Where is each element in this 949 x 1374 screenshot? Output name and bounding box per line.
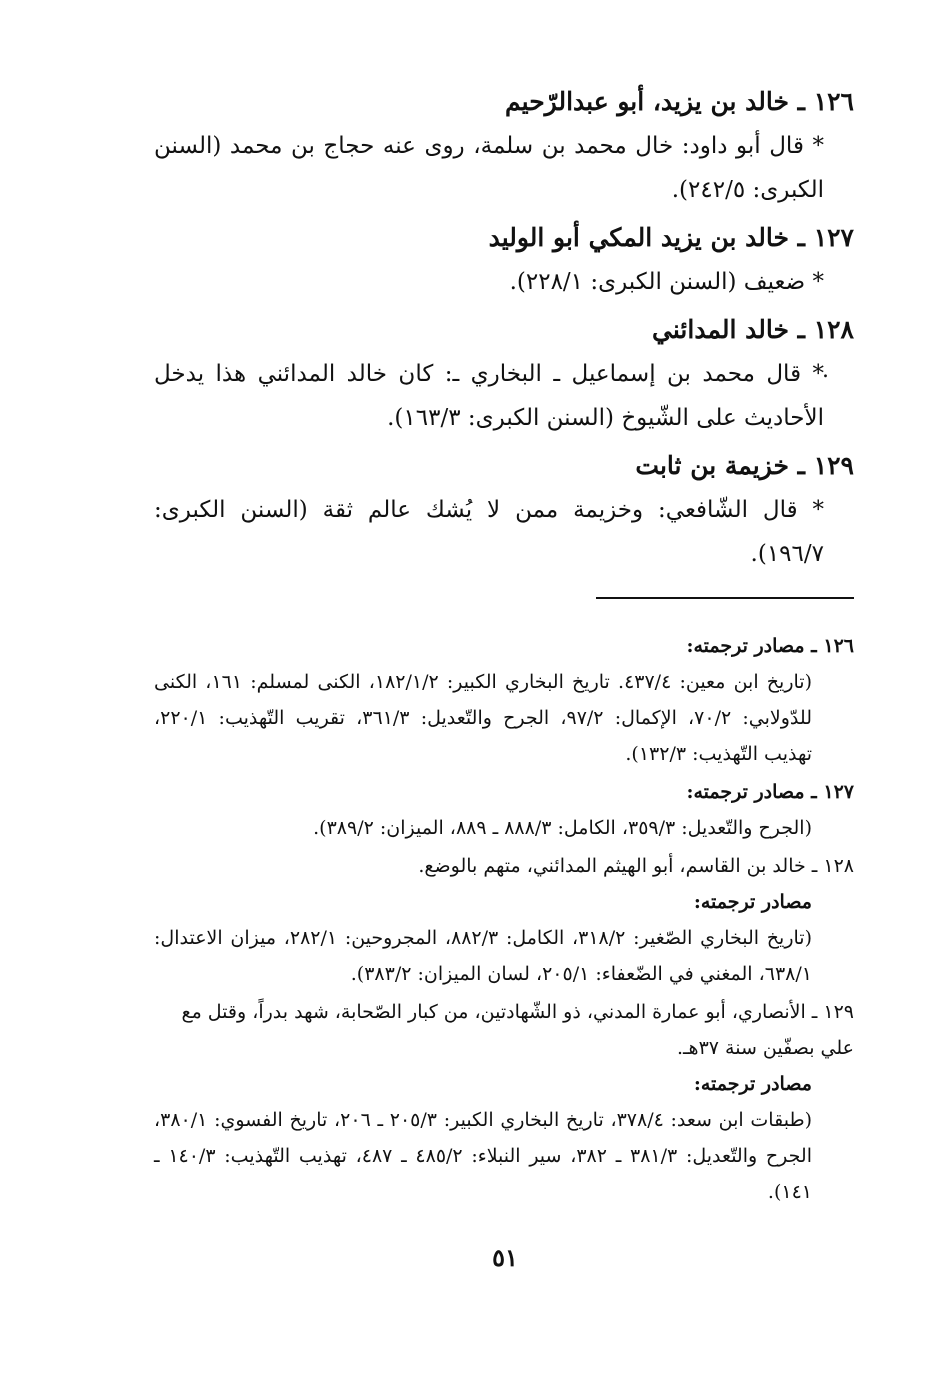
footnote-128 [154, 848, 854, 992]
footnote-head: ١٢٧ ـ مصادر ترجمته: [686, 781, 854, 803]
footnote-127 [154, 774, 854, 846]
stray-mark: . [822, 358, 829, 383]
footnote-body: (الجرح والتّعديل: ٣٥٩/٣، الكامل: ٨٨٨/٣ ـ ٨٨٩، الميزان: ٣٨٩/٢). [313, 817, 812, 839]
entry-126 [154, 80, 854, 212]
footnote-body: (تاريخ ابن معين: ٤٣٧/٤. تاريخ البخاري الكبير: ١٨٢/١/٢، الكنى لمسلم: ١٦١، الكنى للدّولابي: ٧٠/٢، الإكمال: ٩٧/٢، الجرح والتّعديل: ٣٦١/٣، تقريب التّهذيب: ٢٢٠/١، تهذيب التّهذيب: ١٣٢/٣). [154, 671, 812, 765]
biography-entries [154, 80, 854, 580]
entry-title: ١٢٨ ـ خالد المدائني [652, 315, 854, 344]
entry-body: * قال الشّافعي: وخزيمة ممن لا يُشك عالم ثقة (السنن الكبرى: ١٩٦/٧). [154, 497, 824, 567]
footnote-head: ١٢٦ ـ مصادر ترجمته: [686, 635, 854, 657]
entry-127 [154, 216, 854, 304]
entry-body: * قال أبو داود: خال محمد بن سلمة، روى عنه حجاج بن محمد (السنن الكبرى: ٢٤٢/٥). [154, 133, 824, 203]
entry-128 [154, 308, 854, 440]
page-number: ٥١ [492, 1243, 518, 1272]
footnote-body: (تاريخ البخاري الصّغير: ٣١٨/٢، الكامل: ٨٨٢/٣، المجروحين: ٢٨٢/١، ميزان الاعتدال: ٦٣٨/١، المغني في الضّعفاء: ٢٠٥/١، لسان الميزان: ٣٨٣/٢). [154, 927, 812, 985]
footnotes [154, 628, 854, 1212]
entry-body: * ضعيف (السنن الكبرى: ٢٢٨/١). [509, 269, 824, 295]
footnote-head: ١٢٨ ـ خالد بن القاسم، أبو الهيثم المدائني، متهم بالوضع. [418, 855, 854, 877]
footnote-separator [596, 597, 854, 599]
footnote-head: ١٢٩ ـ الأنصاري، أبو عمارة المدني، ذو الشّهادتين، من كبار الصّحابة، شهد بدراً، وقتل مع علي بصفّين سنة ٣٧هـ. [181, 1001, 854, 1059]
footnote-body: (طبقات ابن سعد: ٣٧٨/٤، تاريخ البخاري الكبير: ٢٠٥/٣ ـ ٢٠٦، تاريخ الفسوي: ٣٨٠/١، الجرح والتّعديل: ٣٨١/٣ ـ ٣٨٢، سير النبلاء: ٤٨٥/٢ ـ ٤٨٧، تهذيب التّهذيب: ١٤٠/٣ ـ ١٤١). [154, 1109, 812, 1203]
footnote-126 [154, 628, 854, 772]
footnote-subhead: مصادر ترجمته: [693, 1073, 812, 1095]
entry-body: * قال محمد بن إسماعيل ـ البخاري ـ: كان خالد المدائني هذا يدخل الأحاديث على الشّيوخ (السنن الكبرى: ١٦٣/٣). [154, 361, 824, 431]
entry-title: ١٢٧ ـ خالد بن يزيد المكي أبو الوليد [488, 223, 854, 252]
footnote-129 [154, 994, 854, 1210]
footnote-subhead: مصادر ترجمته: [693, 891, 812, 913]
entry-title: ١٢٦ ـ خالد بن يزيد، أبو عبدالرّحيم [505, 87, 854, 116]
entry-129 [154, 444, 854, 576]
entry-title: ١٢٩ ـ خزيمة بن ثابت [635, 451, 854, 480]
